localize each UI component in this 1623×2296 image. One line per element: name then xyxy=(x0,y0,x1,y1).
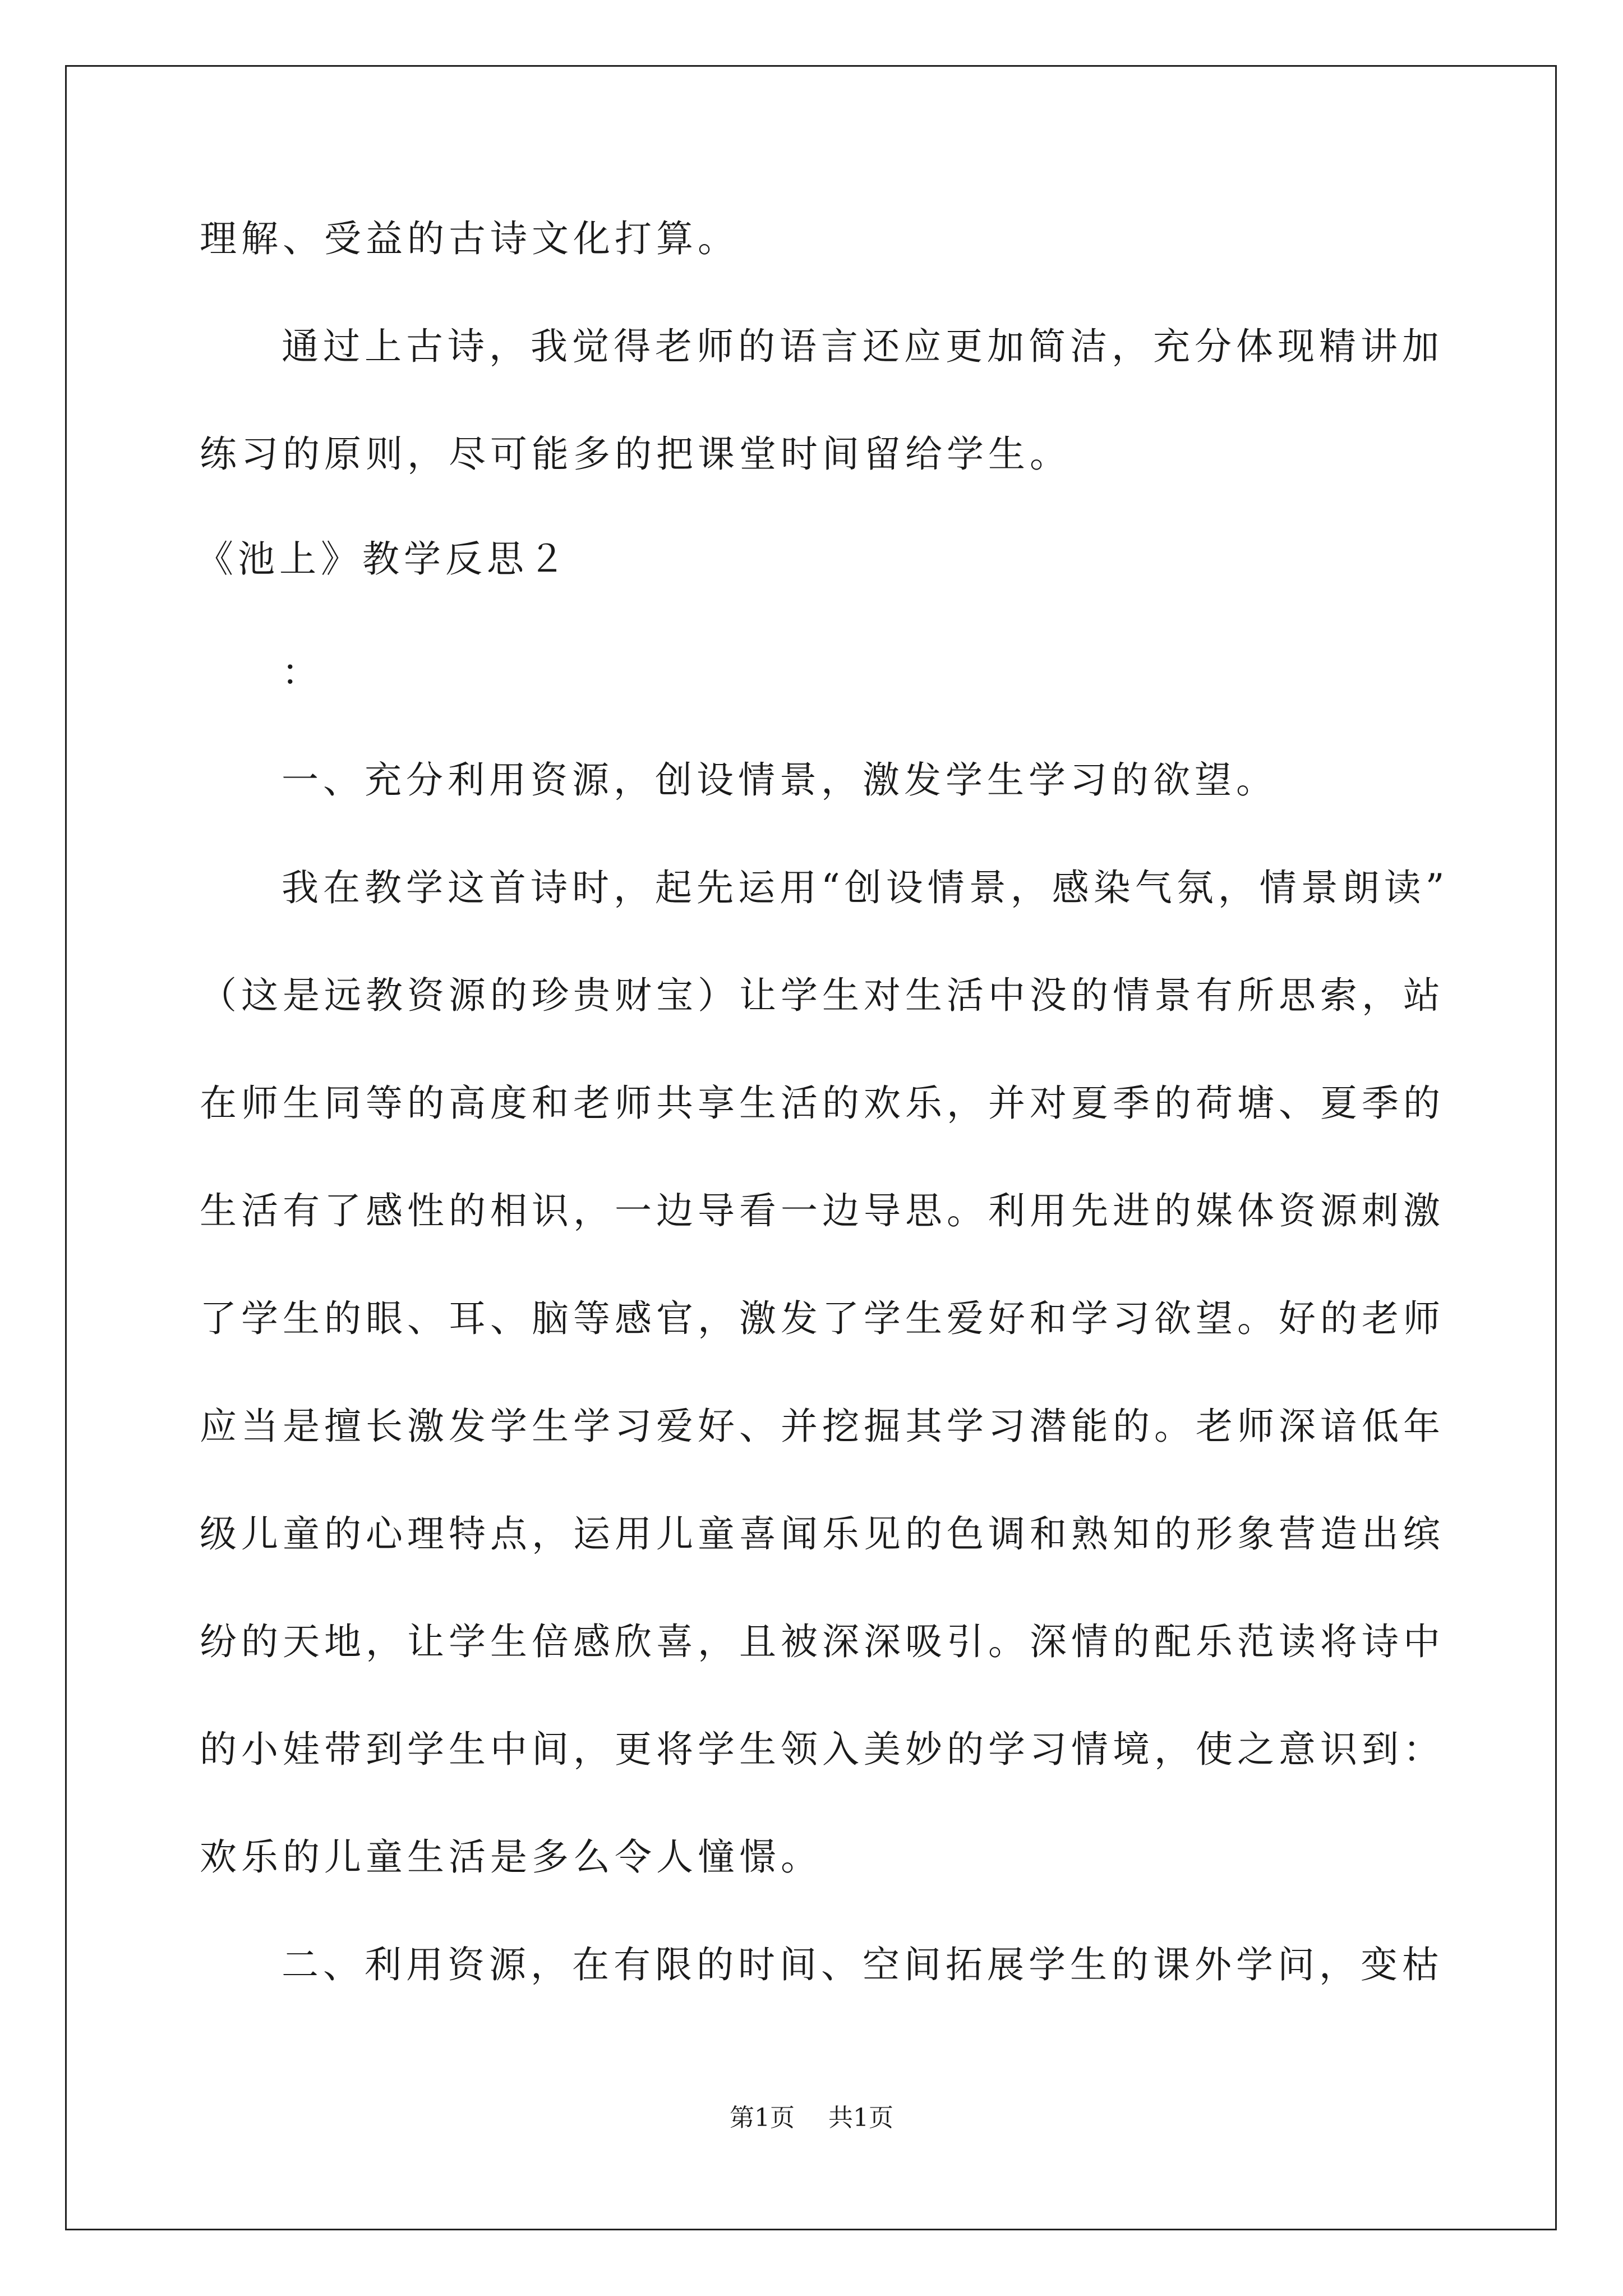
section-heading: 《池上》教学反思２ xyxy=(196,537,570,581)
text-line-1: 理解、受益的古诗文化打算。 xyxy=(200,217,739,260)
page-footer xyxy=(0,2102,1623,2134)
text-line-11: 了学生的眼、耳、脑等感官，激发了学生爱好和学习欲望。好的老师 xyxy=(200,1297,1445,1340)
text-line-7: 我在教学这首诗时，起先运用“创设情景，感染气氛，情景朗读” xyxy=(282,866,1449,909)
subheading-one: 一、充分利用资源，创设情景，激发学生学习的欲望。 xyxy=(282,758,1278,802)
text-line-9: 在师生同等的高度和老师共享生活的欢乐，并对夏季的荷塘、夏季的 xyxy=(200,1082,1445,1125)
page-total: 共1页 xyxy=(828,2104,893,2132)
text-line-14: 纷的天地，让学生倍感欣喜，且被深深吸引。深情的配乐范读将诗中 xyxy=(200,1620,1445,1663)
text-line-16: 欢乐的儿童生活是多么令人憧憬。 xyxy=(200,1835,822,1879)
text-line-12: 应当是擅长激发学生学习爱好、并挖掘其学习潜能的。老师深谙低年 xyxy=(200,1405,1445,1448)
text-line-15: 的小娃带到学生中间，更将学生领入美妙的学习情境，使之意识到： xyxy=(200,1728,1445,1771)
text-line-colon: ： xyxy=(282,651,323,694)
text-line-10: 生活有了感性的相识，一边导看一边导思。利用先进的媒体资源刺激 xyxy=(200,1189,1445,1232)
subheading-two: 二、利用资源，在有限的时间、空间拓展学生的课外学问，变枯 xyxy=(282,1943,1444,1986)
text-line-2: 通过上古诗，我觉得老师的语言还应更加简洁，充分体现精讲加 xyxy=(282,325,1444,368)
page-number: 第1页 xyxy=(730,2104,795,2132)
text-line-13: 级儿童的心理特点，运用儿童喜闻乐见的色调和熟知的形象营造出缤 xyxy=(200,1512,1445,1556)
text-line-3: 练习的原则，尽可能多的把课堂时间留给学生。 xyxy=(200,432,1071,476)
text-line-8: （这是远教资源的珍贵财宝）让学生对生活中没的情景有所思索，站 xyxy=(200,974,1445,1017)
page-border xyxy=(65,65,1557,2230)
